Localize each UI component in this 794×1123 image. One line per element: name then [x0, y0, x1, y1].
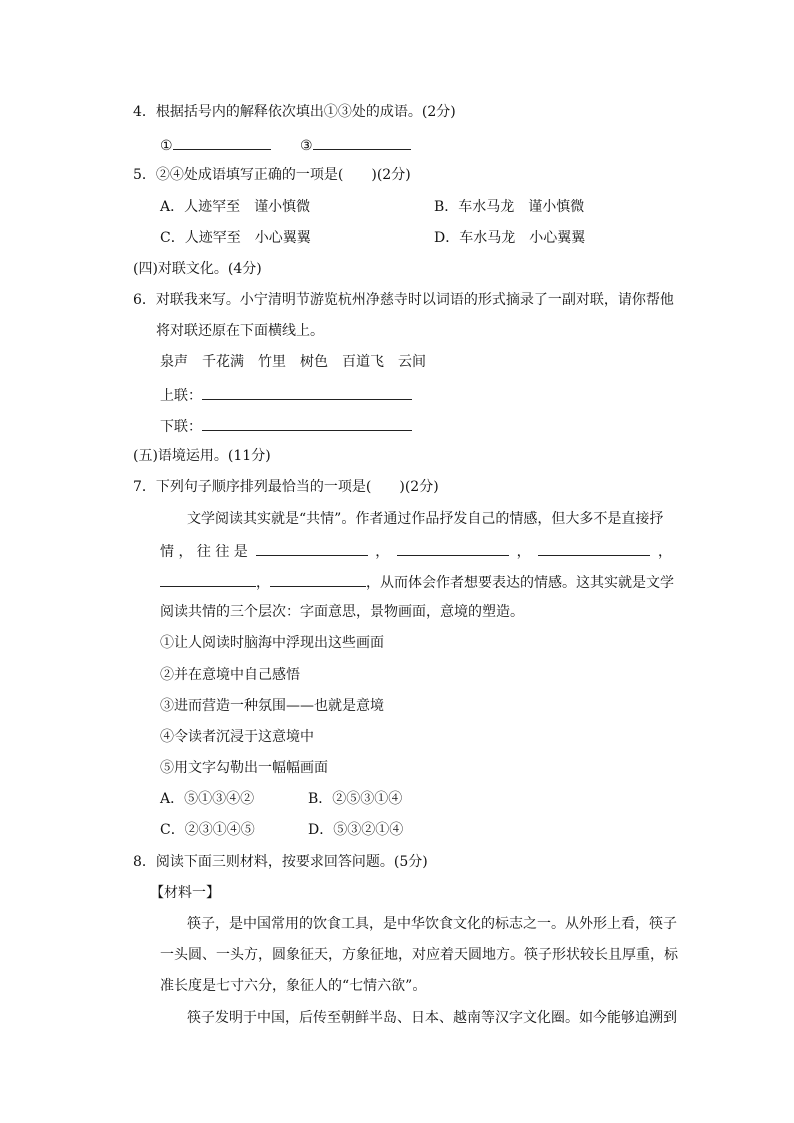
q7-blank-2[interactable] — [397, 541, 509, 556]
material-1-line-3: 准长度是七寸六分，象征人的“七情六欲”。 — [160, 978, 427, 994]
q7-option-b[interactable]: B．②⑤③①④ — [308, 791, 403, 807]
q7-item-3: ③进而营造一种氛围——也就是意境 — [160, 698, 384, 714]
q7-comma-2: ， — [516, 544, 531, 560]
material-1-line-4: 筷子发明于中国，后传至朝鲜半岛、日本、越南等汉字文化圈。如今能够追溯到 — [187, 1010, 677, 1026]
q7-comma-1: ， — [375, 544, 390, 560]
q7-blank-5[interactable] — [270, 572, 366, 587]
q5-option-b[interactable]: B．车水马龙 谨小慎微 — [434, 199, 585, 215]
q4-blank-3-label: ③ — [300, 138, 313, 154]
q6-lower-answer-line[interactable] — [202, 416, 412, 431]
q7-paragraph-line-4: 阅读共情的三个层次：字面意思，景物画面，意境的塑造。 — [160, 604, 524, 620]
q7-stem: 7．下列句子顺序排列最恰当的一项是( )(2分) — [133, 479, 439, 495]
q7-paragraph-line-1: 文学阅读其实就是“共情”。作者通过作品抒发自己的情感，但大多不是直接抒 — [187, 511, 664, 527]
q5-option-a[interactable]: A．人迹罕至 谨小慎微 — [160, 199, 311, 215]
q7-item-1: ①让人阅读时脑海中浮现出这些画面 — [160, 635, 384, 651]
q6-lower-label: 下联： — [160, 419, 202, 435]
q5-option-d[interactable]: D．车水马龙 小心翼翼 — [434, 230, 586, 246]
q4-blank-1-label: ① — [160, 138, 173, 154]
q7-option-a[interactable]: A．⑤①③④② — [160, 791, 255, 807]
q5-stem: 5．②④处成语填写正确的一项是( )(2分) — [133, 167, 411, 183]
q6-upper-couplet — [160, 385, 412, 405]
q7-item-2: ②并在意境中自己感悟 — [160, 667, 300, 683]
q8-stem: 8．阅读下面三则材料，按要求回答问题。(5分) — [133, 854, 428, 870]
q6-stem-line-1: 6．对联我来写。小宁清明节游览杭州净慈寺时以词语的形式摘录了一副对联，请你帮他 — [133, 292, 674, 308]
q5-option-c[interactable]: C．人迹罕至 小心翼翼 — [160, 230, 311, 246]
q6-word-bank: 泉声 千花满 竹里 树色 百道飞 云间 — [160, 354, 426, 370]
q7-line-2-text: 情 ， 往 往 是 — [160, 544, 248, 560]
q4-blank-3 — [300, 135, 411, 155]
q7-comma-3: ， — [657, 544, 672, 560]
q4-stem: 4．根据括号内的解释依次填出①③处的成语。(2分) — [133, 104, 456, 120]
material-1-line-2: 一头圆、一头方，圆象征天，方象征地，对应着天圆地方。筷子形状较长且厚重，标 — [160, 947, 678, 963]
material-1-line-1: 筷子，是中国常用的饮食工具，是中华饮食文化的标志之一。从外形上看，筷子 — [187, 916, 677, 932]
q6-upper-answer-line[interactable] — [202, 385, 412, 400]
q7-blank-1[interactable] — [256, 541, 368, 556]
q7-paragraph-line-3 — [160, 572, 674, 592]
q4-blank-1 — [160, 135, 271, 155]
q7-blank-4[interactable] — [160, 572, 256, 587]
section-5-title: (五)语境运用。(11分) — [133, 448, 271, 464]
q6-lower-couplet — [160, 416, 412, 436]
q7-paragraph-line-2 — [160, 541, 672, 561]
q7-option-d[interactable]: D．⑤③②①④ — [308, 822, 404, 838]
q7-item-5: ⑤用文字勾勒出一幅幅画面 — [160, 760, 328, 776]
material-1-title: 【材料一】 — [150, 885, 220, 901]
q7-blank-3[interactable] — [538, 541, 650, 556]
q6-stem-line-2: 将对联还原在下面横线上。 — [156, 323, 324, 339]
q4-answer-line-3[interactable] — [313, 135, 411, 150]
q4-answer-line-1[interactable] — [173, 135, 271, 150]
section-4-title: (四)对联文化。(4分) — [133, 261, 262, 277]
q7-option-c[interactable]: C．②③①④⑤ — [160, 822, 255, 838]
q7-comma-4: ， — [256, 575, 270, 591]
q6-upper-label: 上联： — [160, 388, 202, 404]
q7-item-4: ④令读者沉浸于这意境中 — [160, 729, 314, 745]
q7-line-3-text: ，从而体会作者想要表达的情感。这其实就是文学 — [366, 575, 674, 591]
